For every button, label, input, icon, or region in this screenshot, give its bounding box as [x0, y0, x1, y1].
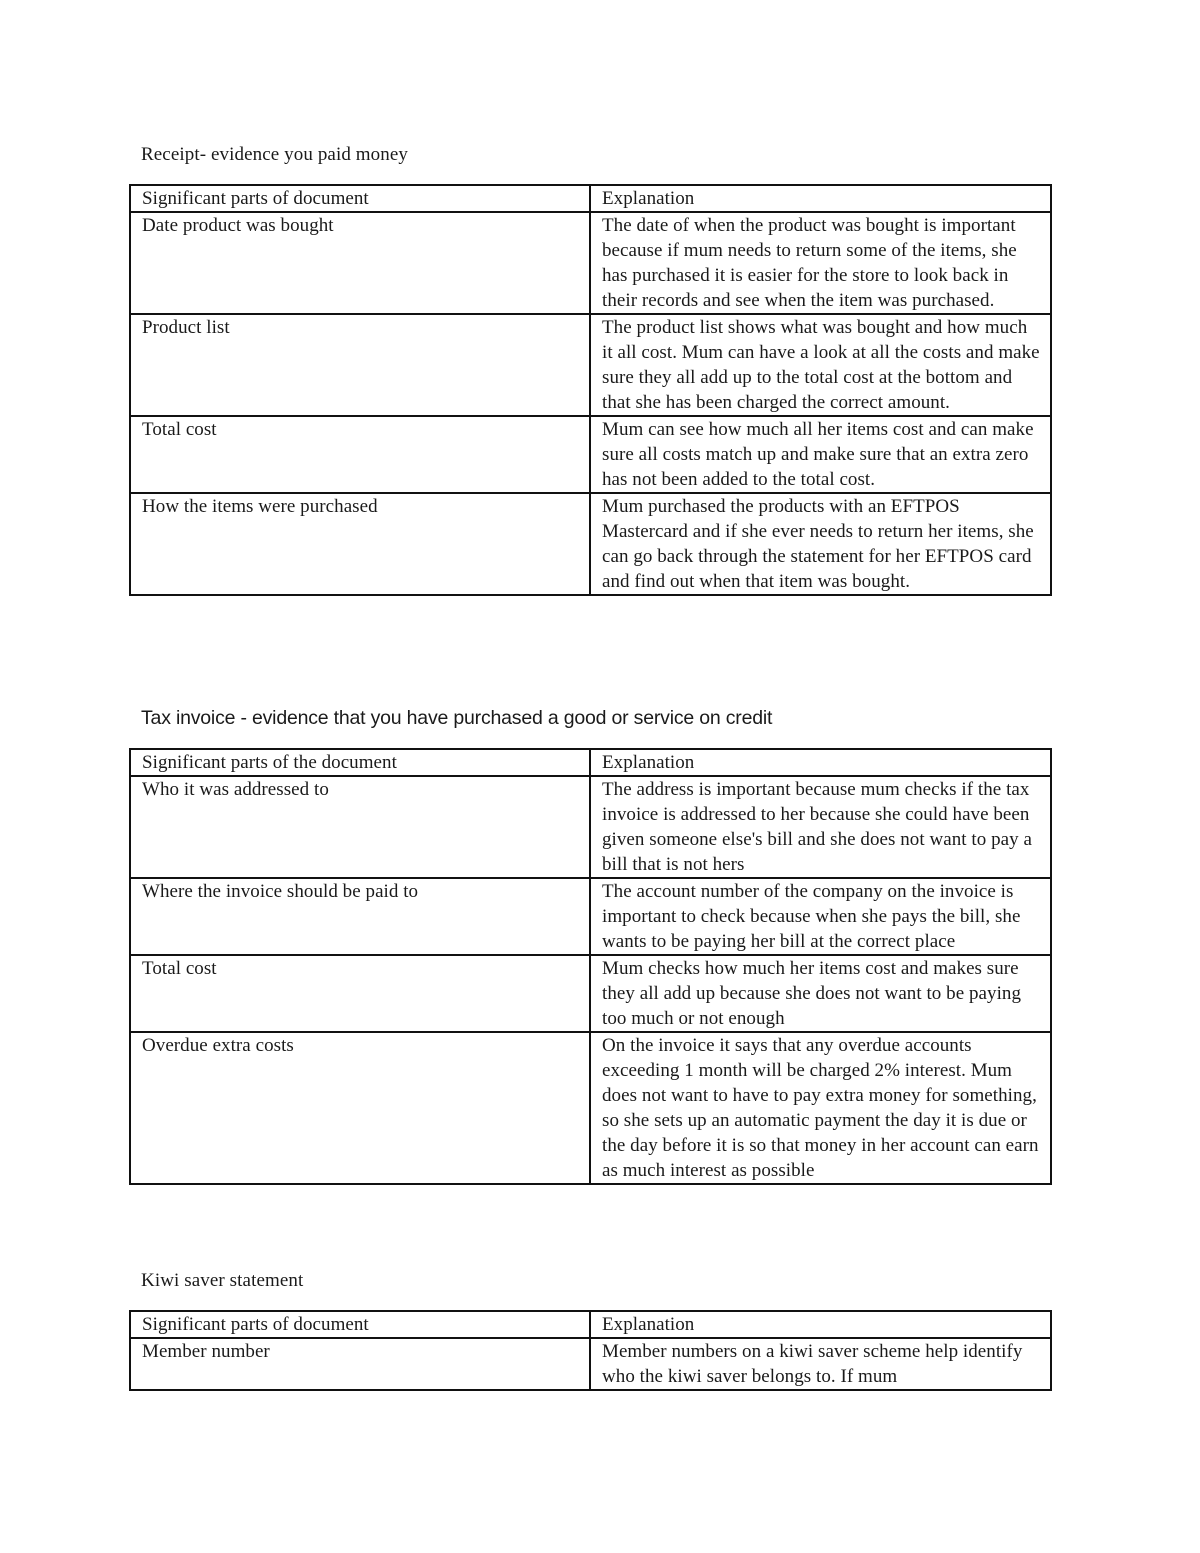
- table-header-row: [130, 1311, 1051, 1338]
- table-row: [130, 776, 1051, 878]
- explanation-cell: The account number of the company on the invoice is important to check because when she pays the bill, she wants to be paying her bill at the correct place: [590, 878, 1051, 955]
- tax-invoice-table: [129, 748, 1052, 1185]
- part-cell: Total cost: [130, 955, 590, 1032]
- explanation-cell: Mum can see how much all her items cost and can make sure all costs match up and make sure that an extra zero has not been added to the total cost.: [590, 416, 1051, 493]
- explanation-cell: Member numbers on a kiwi saver scheme help identify who the kiwi saver belongs to. If mum: [590, 1338, 1051, 1390]
- explanation-cell: The address is important because mum checks if the tax invoice is addressed to her because she could have been given someone else's bill and she does not want to pay a bill that is not hers: [590, 776, 1051, 878]
- explanation-cell: Mum checks how much her items cost and makes sure they all add up because she does not want to be paying too much or not enough: [590, 955, 1051, 1032]
- table-row: [130, 493, 1051, 595]
- header-explanation: Explanation: [590, 185, 1051, 212]
- table-row: [130, 212, 1051, 314]
- tax-invoice-section-title: Tax invoice - evidence that you have purchased a good or service on credit: [141, 707, 773, 729]
- explanation-cell: Mum purchased the products with an EFTPOS Mastercard and if she ever needs to return her items, she can go back through the statement for her EFTPOS card and find out when that item was bought.: [590, 493, 1051, 595]
- part-cell: Where the invoice should be paid to: [130, 878, 590, 955]
- table-header-row: [130, 749, 1051, 776]
- explanation-cell: The product list shows what was bought and how much it all cost. Mum can have a look at all the costs and make sure they all add up to the total cost at the bottom and that she has been charged the correct amount.: [590, 314, 1051, 416]
- part-cell: Who it was addressed to: [130, 776, 590, 878]
- header-explanation: Explanation: [590, 1311, 1051, 1338]
- part-cell: Overdue extra costs: [130, 1032, 590, 1184]
- explanation-cell: On the invoice it says that any overdue accounts exceeding 1 month will be charged 2% interest. Mum does not want to have to pay extra money for something, so she sets up an automatic payment the day it is due or the day before it is so that money in her account can earn as much interest as possible: [590, 1032, 1051, 1184]
- header-significant-parts: Significant parts of document: [130, 1311, 590, 1338]
- part-cell: How the items were purchased: [130, 493, 590, 595]
- header-significant-parts: Significant parts of document: [130, 185, 590, 212]
- part-cell: Member number: [130, 1338, 590, 1390]
- table-row: [130, 878, 1051, 955]
- table-row: [130, 1032, 1051, 1184]
- table-row: [130, 955, 1051, 1032]
- header-significant-parts: Significant parts of the document: [130, 749, 590, 776]
- part-cell: Date product was bought: [130, 212, 590, 314]
- part-cell: Total cost: [130, 416, 590, 493]
- table-row: [130, 314, 1051, 416]
- kiwi-saver-table: [129, 1310, 1052, 1391]
- table-header-row: [130, 185, 1051, 212]
- kiwi-saver-section-title: Kiwi saver statement: [141, 1270, 304, 1291]
- explanation-cell: The date of when the product was bought is important because if mum needs to return some of the items, she has purchased it is easier for the store to look back in their records and see when the item was purchased.: [590, 212, 1051, 314]
- table-row: [130, 1338, 1051, 1390]
- table-row: [130, 416, 1051, 493]
- part-cell: Product list: [130, 314, 590, 416]
- receipt-table: [129, 184, 1052, 596]
- receipt-section-title: Receipt- evidence you paid money: [141, 144, 408, 165]
- header-explanation: Explanation: [590, 749, 1051, 776]
